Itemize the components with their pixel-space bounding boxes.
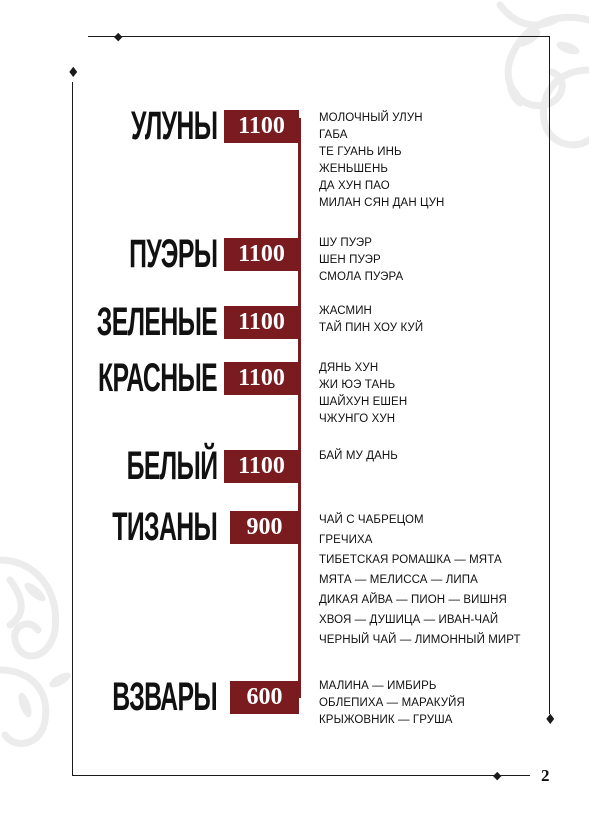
list-item: БАЙ МУ ДАНЬ	[319, 450, 398, 462]
diamond-ornament-top: ◆	[114, 30, 123, 43]
item-list	[319, 303, 423, 337]
category-title: ТИЗАНЫ	[112, 505, 217, 549]
item-list	[319, 235, 403, 286]
diamond-ornament-left: ♦	[67, 65, 80, 81]
list-item: ТИБЕТСКАЯ РОМАШКА — МЯТА	[319, 554, 502, 566]
floral-ornament-bottom-left	[0, 520, 90, 770]
frame-left-rule	[72, 82, 73, 776]
menu-spine-line	[298, 118, 301, 698]
list-item: ДЯНЬ ХУН	[319, 362, 379, 374]
list-item: ЖИ ЮЭ ТАНЬ	[319, 379, 396, 391]
price-badge: 600	[230, 681, 299, 714]
list-item: СМОЛА ПУЭРА	[319, 271, 404, 283]
price-badge: 1100	[224, 238, 299, 271]
category-title: БЕЛЫЙ	[126, 444, 217, 488]
item-list	[319, 510, 521, 650]
list-item: ОБЛЕПИХА — МАРАКУЙЯ	[319, 697, 465, 709]
price-badge: 1100	[224, 306, 299, 339]
price-badge: 1100	[224, 450, 299, 483]
list-item: ГРЕЧИХА	[319, 534, 373, 546]
list-item: ДА ХУН ПАО	[319, 180, 390, 192]
price-badge: 1100	[224, 110, 299, 143]
list-item: МАЛИНА — ИМБИРЬ	[319, 680, 437, 692]
list-item: ЧАЙ С ЧАБРЕЦОМ	[319, 514, 424, 526]
list-item: МЯТА — МЕЛИССА — ЛИПА	[319, 574, 478, 586]
category-title: КРАСНЫЕ	[97, 356, 217, 400]
item-list	[319, 360, 407, 428]
diamond-ornament-right: ♦	[544, 712, 557, 728]
frame-right-rule	[549, 36, 550, 714]
list-item: ДИКАЯ АЙВА — ПИОН — ВИШНЯ	[319, 594, 507, 606]
list-item: ХВОЯ — ДУШИЦА — ИВАН-ЧАЙ	[319, 614, 499, 626]
list-item: ШАЙХУН ЕШЕН	[319, 396, 408, 408]
floral-ornament-top-right	[440, 0, 589, 160]
page-number: 2	[541, 766, 550, 785]
list-item: ЖАСМИН	[319, 305, 372, 317]
list-item: ТЕ ГУАНЬ ИНЬ	[319, 146, 402, 158]
price-badge: 900	[230, 511, 299, 544]
category-title: ПУЭРЫ	[128, 232, 217, 276]
frame-bottom-rule	[72, 775, 530, 776]
frame-top-rule	[88, 36, 550, 37]
list-item: КРЫЖОВНИК — ГРУША	[319, 714, 453, 726]
category-title: ВЗВАРЫ	[112, 675, 217, 719]
list-item: ШЕН ПУЭР	[319, 254, 381, 266]
item-list	[319, 678, 465, 729]
item-list	[319, 448, 398, 465]
item-list	[319, 110, 444, 212]
price-badge: 1100	[224, 362, 299, 395]
category-title: УЛУНЫ	[130, 104, 217, 148]
list-item: ГАБА	[319, 129, 348, 141]
list-item: МИЛАН СЯН ДАН ЦУН	[319, 197, 445, 209]
category-title: ЗЕЛЕНЫЕ	[96, 300, 217, 344]
list-item: МОЛОЧНЫЙ УЛУН	[319, 112, 423, 124]
list-item: ЧЕРНЫЙ ЧАЙ — ЛИМОННЫЙ МИРТ	[319, 634, 521, 646]
list-item: ЖЕНЬШЕНЬ	[319, 163, 389, 175]
list-item: ШУ ПУЭР	[319, 237, 372, 249]
diamond-ornament-bottom: ◆	[493, 769, 502, 782]
list-item: ТАЙ ПИН ХОУ КУЙ	[319, 322, 424, 334]
list-item: ЧЖУНГО ХУН	[319, 413, 396, 425]
